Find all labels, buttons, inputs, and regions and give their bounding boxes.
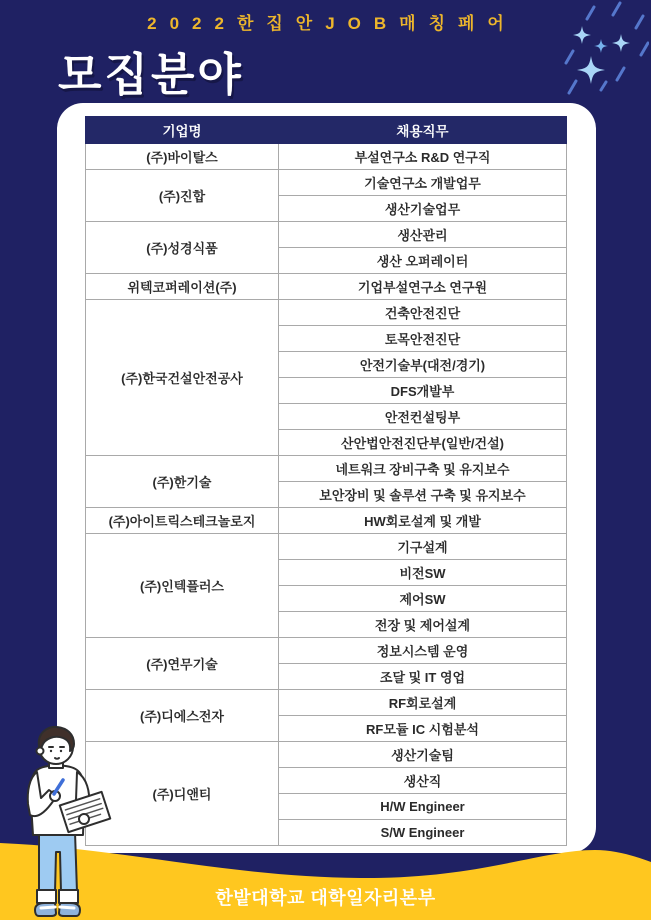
job-cell: 네트워크 장비구축 및 유지보수	[279, 456, 567, 482]
page-title: 모집분야	[58, 49, 244, 100]
job-cell: 생산기술업무	[279, 196, 567, 222]
company-cell: (주)바이탈스	[86, 144, 279, 170]
job-cell: H/W Engineer	[279, 794, 567, 820]
company-cell: (주)인텍플러스	[86, 534, 279, 638]
table-row	[86, 456, 567, 482]
company-cell: (주)진합	[86, 170, 279, 222]
sparkle-icon	[594, 39, 608, 53]
sparkles-decoration-icon	[557, 0, 649, 112]
table-header-job: 채용직무	[279, 117, 567, 144]
table-row	[86, 144, 567, 170]
job-cell: RF모듈 IC 시험분석	[279, 716, 567, 742]
company-cell: (주)디앤티	[86, 742, 279, 846]
job-cell: 안전컨설팅부	[279, 404, 567, 430]
recruitment-table-body	[86, 144, 567, 846]
company-cell: (주)디에스전자	[86, 690, 279, 742]
job-cell: 조달 및 IT 영업	[279, 664, 567, 690]
company-cell: (주)아이트릭스테크놀로지	[86, 508, 279, 534]
job-cell: 토목안전진단	[279, 326, 567, 352]
table-row	[86, 690, 567, 716]
recruitment-table	[85, 116, 567, 846]
sparkle-icon	[573, 26, 591, 44]
dash-icon	[566, 3, 648, 93]
job-cell: 생산 오퍼레이터	[279, 248, 567, 274]
footer-org-label: 한밭대학교 대학일자리본부	[215, 888, 436, 908]
person-illustration	[0, 720, 117, 920]
job-cell: 생산기술팀	[279, 742, 567, 768]
table-row	[86, 742, 567, 768]
job-cell: 생산직	[279, 768, 567, 794]
table-header-company: 기업명	[86, 117, 279, 144]
table-row	[86, 274, 567, 300]
job-cell: 기구설계	[279, 534, 567, 560]
job-cell: DFS개발부	[279, 378, 567, 404]
job-cell: 부설연구소 R&D 연구직	[279, 144, 567, 170]
company-cell: (주)한기술	[86, 456, 279, 508]
job-cell: 생산관리	[279, 222, 567, 248]
table-row	[86, 638, 567, 664]
job-cell: 산안법안전진단부(일반/건설)	[279, 430, 567, 456]
table-row	[86, 534, 567, 560]
table-header-row	[86, 117, 567, 144]
sparkle-icon	[577, 56, 605, 84]
job-cell: HW회로설계 및 개발	[279, 508, 567, 534]
job-cell: 기술연구소 개발업무	[279, 170, 567, 196]
recruitment-card	[57, 103, 596, 853]
job-cell: 건축안전진단	[279, 300, 567, 326]
table-row	[86, 508, 567, 534]
job-cell: 전장 및 제어설계	[279, 612, 567, 638]
company-cell: 위텍코퍼레이션(주)	[86, 274, 279, 300]
company-cell: (주)한국건설안전공사	[86, 300, 279, 456]
job-cell: RF회로설계	[279, 690, 567, 716]
job-cell: 기업부설연구소 연구원	[279, 274, 567, 300]
company-cell: (주)성경식품	[86, 222, 279, 274]
company-cell: (주)연무기술	[86, 638, 279, 690]
sparkle-icon	[612, 34, 630, 52]
job-cell: 비전SW	[279, 560, 567, 586]
job-cell: 보안장비 및 솔루션 구축 및 유지보수	[279, 482, 567, 508]
job-cell: 안전기술부(대전/경기)	[279, 352, 567, 378]
table-row	[86, 300, 567, 326]
job-cell: 제어SW	[279, 586, 567, 612]
table-row	[86, 222, 567, 248]
job-cell: 정보시스템 운영	[279, 638, 567, 664]
event-title: 2022한집안JOB매칭페어	[147, 14, 517, 33]
job-cell: S/W Engineer	[279, 820, 567, 846]
table-row	[86, 170, 567, 196]
